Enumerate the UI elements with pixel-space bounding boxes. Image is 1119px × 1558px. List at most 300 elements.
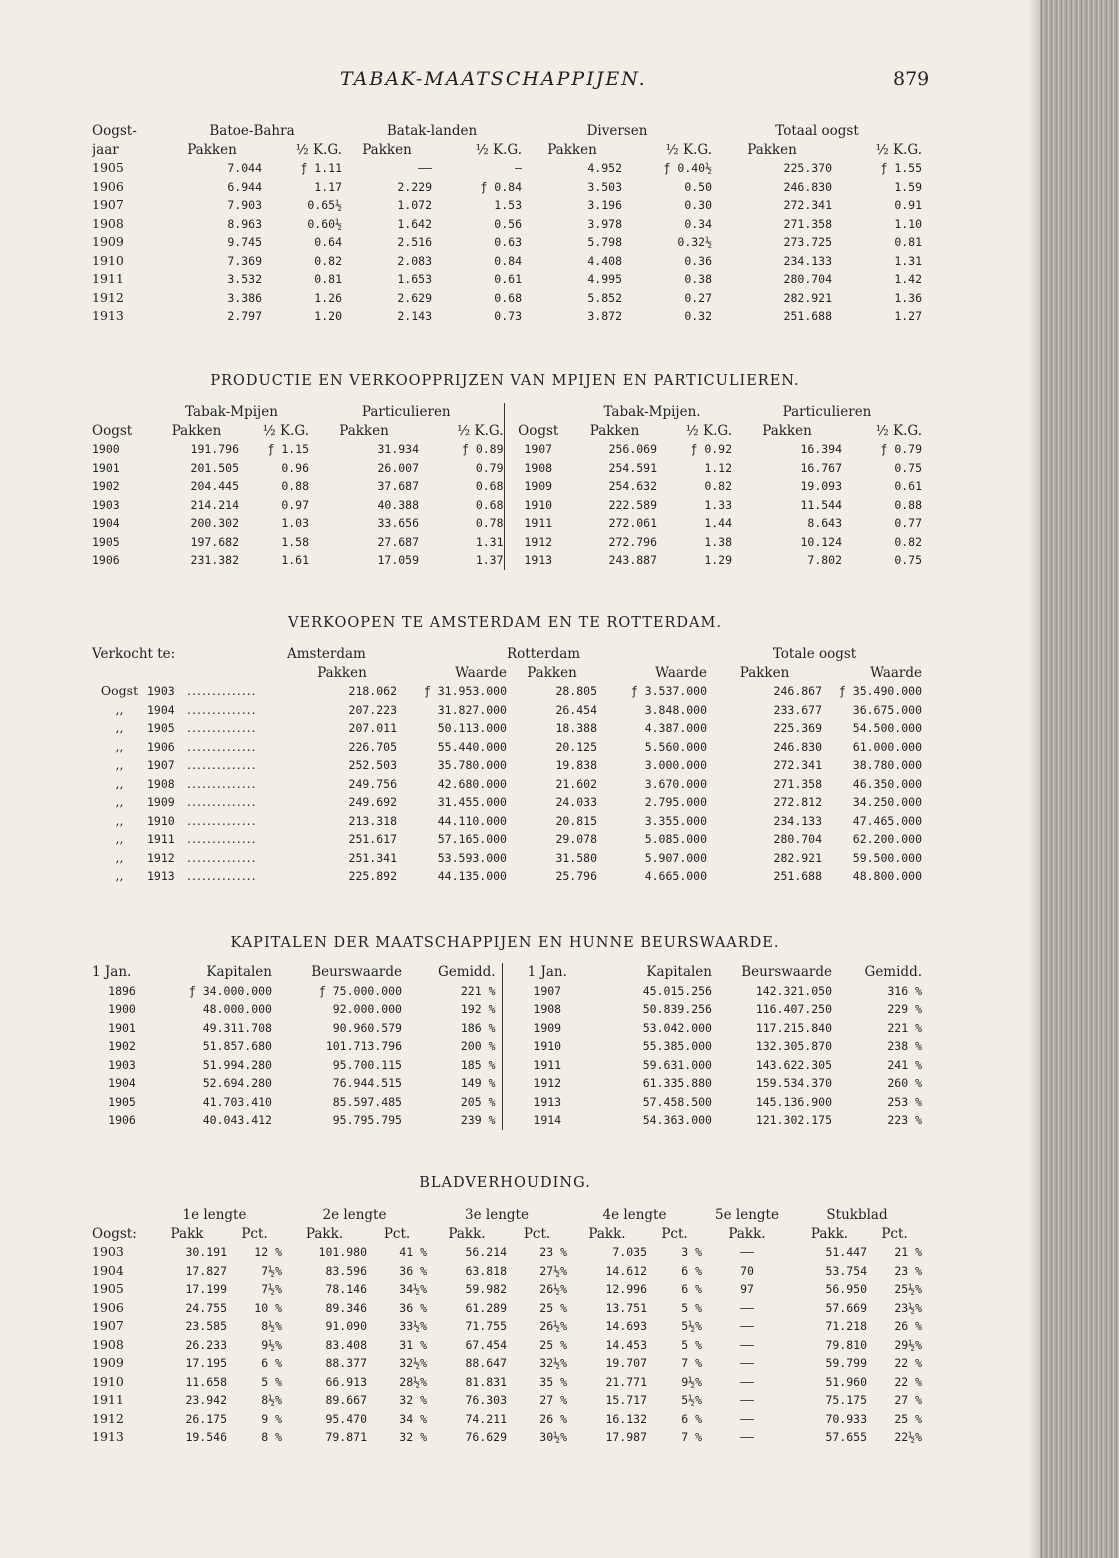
oogst-table (92, 122, 922, 326)
verkoopen-table (92, 645, 922, 886)
table-row (92, 1093, 922, 1112)
table-cell: 1.53 (494, 198, 522, 212)
table-cell: 8½% (261, 1319, 282, 1333)
table-row (92, 440, 922, 459)
sub-header: Pakken (589, 422, 640, 439)
table-cell: 26½% (539, 1319, 567, 1333)
table-cell: 204.445 (190, 479, 239, 493)
table-cell: 10.124 (800, 534, 843, 549)
table-cell: 27½% (539, 1263, 567, 1278)
table-cell: 4.408 (587, 253, 622, 268)
group-header: 3e lengte (465, 1207, 529, 1223)
table-cell: ,, (115, 775, 124, 791)
table-cell: — (515, 161, 522, 175)
table-cell: 45.015.256 (642, 983, 712, 998)
table-cell: 0.36 (684, 253, 713, 268)
table-cell: —— (740, 1374, 754, 1389)
table-cell: 1.59 (894, 179, 923, 194)
table-cell: 249.756 (348, 776, 397, 791)
table-cell: 1912 (502, 1074, 592, 1093)
table-cell: 23.942 (185, 1393, 227, 1407)
table-cell: 213.318 (348, 813, 397, 828)
table-cell: 22½% (894, 1430, 923, 1444)
table-cell: 28½% (399, 1374, 427, 1389)
sub-header: Pakk. (588, 1225, 626, 1242)
table-row (92, 551, 922, 570)
table-cell: 1911 (504, 514, 572, 533)
table-cell: 253 % (887, 1094, 922, 1109)
oogst-group-header-row (92, 122, 922, 141)
section-heading-verkoopen: VERKOOPEN TE AMSTERDAM EN TE ROTTERDAM. (288, 615, 722, 631)
table-row (92, 196, 922, 215)
table-row (92, 233, 922, 252)
section-heading-productie: PRODUCTIE EN VERKOOPPRIJZEN VAN MPIJEN EN PARTICULIEREN. (210, 373, 800, 389)
table-row (92, 719, 922, 738)
book-page-edges (1040, 0, 1119, 1558)
table-cell: 0.50 (684, 179, 713, 194)
table-cell: 11.544 (800, 497, 843, 512)
row-label-top: Oogst- (92, 123, 137, 139)
table-cell: 7.035 (612, 1245, 647, 1259)
table-cell: 1.27 (894, 309, 923, 323)
table-cell: 8.643 (807, 516, 843, 530)
table-cell: 1905 (92, 160, 124, 175)
oogst-table-body (92, 159, 922, 326)
table-cell: 2.083 (397, 253, 432, 268)
table-cell: 1901 (92, 460, 120, 475)
table-row (92, 812, 922, 831)
sub-header: Pakken (739, 664, 790, 681)
table-cell: 8.963 (227, 216, 262, 231)
table-cell: 27 % (539, 1393, 567, 1407)
table-cell: 7.802 (807, 553, 843, 567)
table-cell: 6 % (681, 1411, 702, 1426)
sub-header: Pct. (881, 1225, 908, 1242)
table-cell: 88.377 (325, 1356, 367, 1370)
table-cell: 254.591 (608, 460, 658, 475)
table-cell: 0.81 (314, 272, 342, 286)
table-cell: 3.355.000 (644, 813, 708, 828)
table-cell: 1908 (147, 776, 175, 791)
table-cell: 1900 (92, 442, 120, 456)
table-cell: 1907 (504, 440, 572, 459)
sub-header: Pakken (171, 422, 222, 439)
table-cell: 47.465.000 (852, 813, 923, 828)
table-cell: 260 % (887, 1076, 922, 1090)
table-cell: 26.454 (555, 702, 597, 717)
table-cell: 66.913 (325, 1374, 367, 1389)
productie-sub-header-row (92, 422, 922, 441)
table-cell: 9½% (261, 1337, 282, 1352)
sub-header: Pakken (527, 664, 577, 681)
table-cell: 17.827 (185, 1263, 227, 1278)
table-cell: 233.677 (773, 702, 823, 717)
table-cell: ƒ 3.537.000 (630, 684, 708, 698)
table-cell: 1913 (504, 551, 572, 570)
table-cell: 7 % (681, 1356, 702, 1370)
table-cell: 1913 (147, 869, 175, 883)
table-cell: 16.394 (800, 442, 843, 456)
table-cell: 1.17 (314, 179, 342, 194)
table-cell: 7½% (261, 1263, 282, 1278)
table-cell: 1908 (92, 1336, 124, 1352)
table-cell: 243.887 (608, 553, 658, 567)
table-cell: 54.500.000 (852, 721, 923, 735)
table-cell: 6.944 (227, 179, 262, 194)
table-cell: 59.799 (825, 1356, 867, 1370)
table-cell: 132.305.870 (755, 1039, 832, 1053)
group-header: 2e lengte (322, 1207, 387, 1223)
group-header: Batoe-Bahra (209, 123, 295, 139)
header-cell: Kapitalen (206, 964, 272, 980)
group-header: Diversen (586, 123, 648, 139)
table-row (92, 1317, 922, 1336)
table-cell: 0.97 (281, 497, 310, 512)
table-cell: 57.458.500 (642, 1094, 712, 1109)
table-row (92, 459, 922, 478)
table-cell: 1904 (108, 1076, 136, 1090)
table-cell: 53.754 (825, 1263, 867, 1278)
table-cell: 1.38 (704, 534, 733, 549)
table-cell: 7 % (681, 1430, 702, 1444)
table-cell: 50.113.000 (437, 721, 507, 735)
table-cell: 59.500.000 (852, 850, 923, 865)
table-cell: 19.093 (800, 479, 843, 493)
table-cell: 8½% (261, 1393, 282, 1407)
table-row (92, 1019, 922, 1038)
group-header: Rotterdam (507, 646, 581, 662)
group-header: Particulieren (361, 404, 451, 420)
table-row (92, 1037, 922, 1056)
table-cell: —— (740, 1300, 754, 1315)
table-cell: 51.447 (825, 1245, 867, 1259)
table-cell: 76.629 (465, 1430, 507, 1444)
table-cell: 1903 (108, 1057, 136, 1072)
table-cell: 254.632 (608, 479, 658, 493)
header-cell: 1 Jan. (92, 964, 132, 980)
table-cell: 9.745 (227, 235, 262, 249)
table-cell: 0.68 (494, 290, 522, 305)
table-cell: 1912 (92, 289, 124, 305)
table-cell: 2.629 (397, 290, 432, 305)
table-cell: 0.68 (475, 479, 504, 493)
verkoopen-sub-header-row (92, 664, 922, 683)
table-cell: 32 % (399, 1393, 427, 1407)
group-header: Totaal oogst (775, 123, 859, 139)
table-cell: 1912 (504, 533, 572, 552)
table-cell: 37.687 (377, 479, 420, 493)
section-heading-bladverhouding: BLADVERHOUDING. (419, 1175, 591, 1191)
table-cell: ƒ 0.84 (480, 179, 522, 194)
table-row (92, 1111, 922, 1130)
table-cell: 205 % (460, 1094, 496, 1109)
table-cell: 3.386 (227, 290, 262, 305)
table-cell: —— (418, 161, 432, 175)
leader-dots: .............. (187, 683, 257, 698)
table-cell: 241 % (887, 1057, 922, 1072)
table-cell: 207.011 (348, 721, 397, 735)
table-cell: 24.033 (555, 795, 597, 809)
table-cell: 14.453 (605, 1337, 647, 1352)
table-cell: 1906 (92, 553, 120, 567)
table-cell: 0.79 (475, 460, 504, 475)
table-cell: 3.978 (587, 216, 622, 231)
table-cell: —— (740, 1319, 754, 1333)
table-cell: 27.687 (377, 534, 420, 549)
table-row (92, 1336, 922, 1355)
table-cell: 32½% (399, 1356, 427, 1370)
table-cell: 192 % (460, 1002, 496, 1016)
table-cell: 1908 (502, 1000, 592, 1019)
sub-header: Pct. (661, 1225, 688, 1242)
table-row (92, 252, 922, 271)
table-cell: 25 % (539, 1337, 567, 1352)
table-cell: 272.812 (773, 795, 823, 809)
table-cell: 0.82 (314, 253, 342, 268)
table-cell: 26.175 (185, 1411, 227, 1426)
leader-dots: .............. (187, 849, 257, 865)
table-cell: 9 % (261, 1411, 282, 1426)
table-cell: 55.385.000 (642, 1039, 712, 1053)
table-cell: ƒ 0.89 (461, 442, 504, 456)
kapitalen-header-row (92, 963, 922, 982)
table-cell: 16.132 (605, 1411, 647, 1426)
group-header: Batak-landen (386, 123, 478, 139)
table-cell: 0.73 (494, 309, 522, 323)
table-cell: 9½% (681, 1374, 702, 1389)
table-cell: 33½% (399, 1319, 427, 1333)
leader-dots: .............. (187, 868, 257, 883)
table-cell: 145.136.900 (755, 1094, 832, 1109)
table-cell: 239 % (460, 1113, 496, 1127)
table-cell: 25 % (539, 1300, 567, 1315)
sub-header: Pakken (747, 141, 797, 158)
table-cell: 40.388 (377, 497, 420, 512)
table-cell: 31.580 (555, 850, 597, 865)
table-cell: ,, (115, 794, 124, 809)
table-row (92, 1373, 922, 1392)
table-cell: 25.796 (555, 869, 597, 883)
table-cell: 1904 (92, 1262, 124, 1278)
table-row (92, 1410, 922, 1429)
table-cell: 1911 (92, 1392, 124, 1407)
table-cell: 57.655 (825, 1430, 867, 1444)
verkoopen-table-body (92, 682, 922, 886)
table-cell: 89.667 (325, 1393, 367, 1407)
table-cell: 44.135.000 (437, 869, 507, 883)
sub-header: Pct. (523, 1225, 551, 1242)
leader-dots: .............. (187, 831, 257, 846)
table-cell: 0.65½ (307, 198, 342, 212)
table-row (92, 682, 922, 701)
table-cell: 218.062 (348, 684, 397, 698)
table-cell: 5 % (261, 1374, 282, 1389)
table-row (92, 1299, 922, 1318)
table-cell: 1901 (108, 1020, 136, 1035)
table-cell: 0.82 (894, 534, 923, 549)
table-cell: 12.996 (605, 1282, 647, 1296)
table-cell: 1.10 (894, 216, 923, 231)
table-cell: 1.33 (704, 497, 733, 512)
table-cell: 3.872 (587, 309, 622, 323)
bladverhouding-group-header-row (92, 1206, 922, 1225)
table-row (92, 159, 922, 178)
table-cell: 1902 (92, 479, 120, 493)
table-cell: 226.705 (348, 739, 397, 754)
table-cell: 1.37 (475, 553, 504, 567)
table-cell: ,, (115, 720, 124, 735)
table-cell: 23 % (894, 1263, 923, 1278)
table-cell: ƒ 0.40½ (663, 161, 713, 175)
table-cell: 61.000.000 (852, 739, 923, 754)
table-cell: 1903 (92, 1244, 124, 1259)
table-cell: 1905 (147, 721, 175, 735)
table-cell: 1.12 (704, 460, 733, 475)
table-cell: 0.84 (494, 253, 522, 268)
table-cell: 0.63 (494, 235, 522, 249)
table-cell: 0.60½ (307, 216, 342, 231)
table-cell: 225.369 (773, 721, 823, 735)
sub-header: ½ K.G. (262, 422, 310, 439)
table-cell: 21 % (894, 1245, 923, 1259)
table-cell: 56.950 (825, 1282, 867, 1296)
table-cell: 201.505 (190, 460, 239, 475)
productie-group-header-row (92, 403, 922, 422)
table-row (92, 1354, 922, 1373)
sub-header: Pct. (241, 1225, 268, 1242)
sub-header: Pakken (187, 141, 237, 158)
table-cell: 25 % (894, 1411, 923, 1426)
table-cell: 1905 (92, 1281, 124, 1296)
table-cell: 200 % (460, 1039, 496, 1053)
table-cell: 3.848.000 (644, 702, 708, 717)
table-cell: 0.75 (894, 553, 923, 567)
table-cell: 89.346 (325, 1300, 367, 1315)
table-cell: 1907 (92, 197, 124, 212)
table-cell: 75.175 (825, 1393, 867, 1407)
table-cell: 143.622.305 (755, 1057, 832, 1072)
table-cell: —— (740, 1356, 754, 1370)
table-cell: 207.223 (348, 702, 397, 717)
table-cell: 252.503 (348, 758, 397, 772)
kapitalen-table-body (92, 982, 922, 1130)
table-cell: ƒ 75.000.000 (318, 983, 402, 998)
table-cell: 1.44 (704, 516, 733, 530)
kapitalen-table (92, 963, 922, 1130)
table-cell: 83.596 (325, 1263, 367, 1278)
table-cell: 36.675.000 (852, 702, 923, 717)
table-cell: 272.796 (608, 534, 658, 549)
table-cell: 0.27 (684, 290, 713, 305)
table-cell: 17.059 (377, 553, 420, 567)
table-cell: 280.704 (783, 272, 833, 286)
table-cell: 53.593.000 (437, 850, 507, 865)
table-cell: 53.042.000 (642, 1020, 712, 1035)
table-cell: 35.780.000 (437, 758, 507, 772)
table-cell: 51.994.280 (202, 1057, 272, 1072)
table-cell: 1902 (108, 1039, 136, 1053)
table-cell: 56.214 (465, 1245, 507, 1259)
table-cell: 1911 (502, 1056, 592, 1075)
table-cell: 0.96 (281, 460, 310, 475)
leader-dots: .............. (187, 812, 257, 828)
table-cell: 1.58 (281, 534, 310, 549)
table-row (92, 270, 922, 289)
table-cell: 42.680.000 (437, 776, 507, 791)
table-row (92, 1391, 922, 1410)
table-cell: 26½% (539, 1282, 567, 1296)
table-row (92, 1262, 922, 1281)
table-cell: 1907 (92, 1318, 124, 1333)
sub-header: ½ K.G. (457, 422, 504, 439)
group-header: 1e lengte (182, 1207, 247, 1223)
table-cell: 29.078 (555, 832, 597, 846)
sub-header: Waarde (870, 664, 923, 681)
table-cell: ƒ 1.55 (880, 161, 923, 175)
table-cell: 234.133 (773, 813, 823, 828)
table-cell: 1910 (92, 1373, 124, 1389)
table-cell: 1906 (147, 739, 175, 754)
table-cell: 272.341 (773, 758, 823, 772)
table-cell: 185 % (460, 1057, 496, 1072)
table-cell: 101.713.796 (325, 1039, 402, 1053)
table-cell: 61.335.880 (642, 1076, 712, 1090)
table-cell: 48.800.000 (852, 869, 923, 883)
table-cell: 34 % (399, 1411, 427, 1426)
table-cell: 6 % (681, 1263, 702, 1278)
table-cell: 271.358 (773, 776, 823, 791)
table-cell: 0.88 (894, 497, 923, 512)
table-cell: 249.692 (348, 795, 397, 809)
table-cell: ,, (115, 701, 124, 717)
table-cell: 0.82 (704, 479, 733, 493)
table-cell: 71.755 (465, 1319, 507, 1333)
table-cell: 1.36 (894, 290, 923, 305)
header-cell: Gemidd. (864, 964, 922, 980)
table-cell: 31.455.000 (437, 795, 507, 809)
table-cell: 15.717 (605, 1393, 647, 1407)
table-cell: 1.26 (314, 290, 342, 305)
table-cell: 34½% (399, 1282, 427, 1296)
leader-dots: .............. (187, 794, 257, 809)
table-cell: 19.838 (555, 758, 597, 772)
table-cell: 1910 (502, 1037, 592, 1056)
running-title: TABAK-MAATSCHAPPIJEN. (340, 68, 647, 90)
sub-header: Pct. (383, 1225, 411, 1242)
table-cell: 2.795.000 (644, 795, 708, 809)
table-row (92, 178, 922, 197)
table-cell: 3.503 (587, 179, 622, 194)
table-cell: ,, (115, 812, 124, 828)
table-cell: 61.289 (465, 1300, 507, 1315)
table-cell: 282.921 (773, 850, 823, 865)
table-cell: 22 % (894, 1374, 923, 1389)
table-cell: 149 % (460, 1076, 496, 1090)
sub-header: ½ K.G. (295, 141, 342, 158)
table-cell: 49.311.708 (202, 1020, 272, 1035)
table-row (92, 307, 922, 326)
group-header: Particulieren (782, 404, 872, 420)
table-cell: 36 % (399, 1300, 427, 1315)
table-cell: 3 % (681, 1245, 702, 1259)
table-cell: 62.200.000 (852, 832, 923, 846)
table-cell: ƒ 34.000.000 (188, 983, 272, 998)
table-cell: 41.703.410 (202, 1094, 272, 1109)
table-cell: 1913 (92, 308, 124, 323)
table-cell: 23 % (539, 1245, 567, 1259)
table-cell: 59.982 (465, 1282, 507, 1296)
table-cell: 6 % (681, 1282, 702, 1296)
